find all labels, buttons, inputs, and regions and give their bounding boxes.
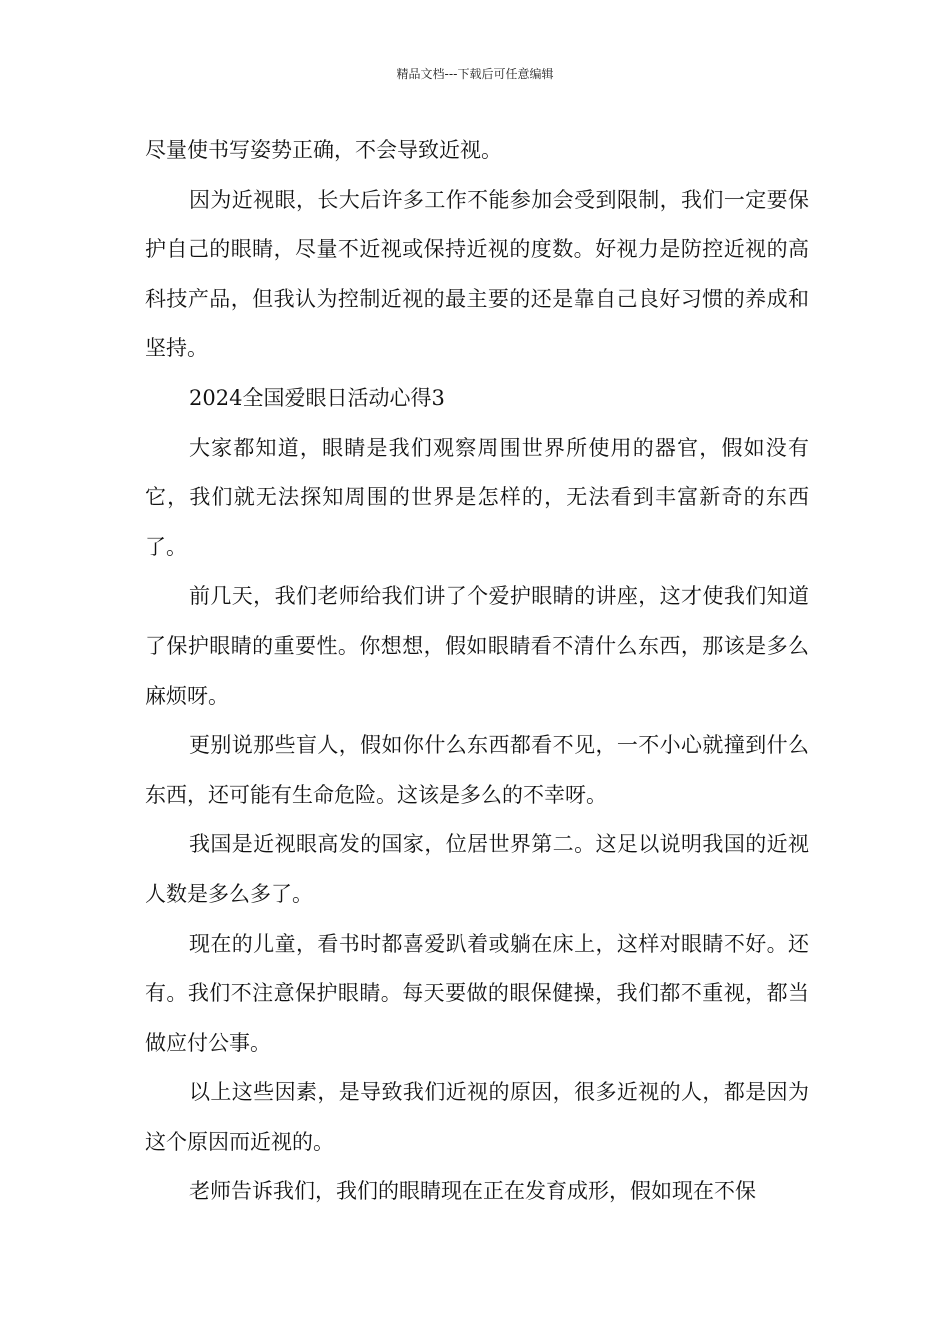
paragraph-6: 我国是近视眼高发的国家，位居世界第二。这足以说明我国的近视人数是多么多了。 [145, 832, 809, 906]
page-header: 精品文档---下载后可任意编辑 [396, 67, 554, 81]
paragraph-2: 因为近视眼，长大后许多工作不能参加会受到限制，我们一定要保护自己的眼睛，尽量不近视或保持近视的度数。好视力是防控近视的高科技产品，但我认为控制近视的最主要的还是靠自己良好习惯的养成和坚持。 [145, 187, 809, 361]
paragraph-3: 大家都知道，眼睛是我们观察周围世界所使用的器官，假如没有它，我们就无法探知周围的世界是怎样的，无法看到丰富新奇的东西了。 [145, 435, 809, 559]
paragraph-4: 前几天，我们老师给我们讲了个爱护眼睛的讲座，这才使我们知道了保护眼睛的重要性。你想想，假如眼睛看不清什么东西，那该是多么麻烦呀。 [145, 584, 809, 708]
section-heading: 2024全国爱眼日活动心得3 [189, 385, 445, 410]
paragraph-1: 尽量使书写姿势正确，不会导致近视。 [145, 138, 502, 162]
paragraph-8: 以上这些因素，是导致我们近视的原因，很多近视的人，都是因为这个原因而近视的。 [145, 1080, 809, 1154]
paragraph-9: 老师告诉我们，我们的眼睛现在正在发育成形，假如现在不保 [189, 1179, 756, 1204]
paragraph-7: 现在的儿童，看书时都喜爱趴着或躺在床上，这样对眼睛不好。还有。我们不注意保护眼睛。每天要做的眼保健操，我们都不重视，都当做应付公事。 [145, 931, 809, 1055]
paragraph-5: 更别说那些盲人，假如你什么东西都看不见，一不小心就撞到什么东西，还可能有生命危险。这该是多么的不幸呀。 [145, 733, 809, 807]
document-body [145, 126, 809, 1217]
